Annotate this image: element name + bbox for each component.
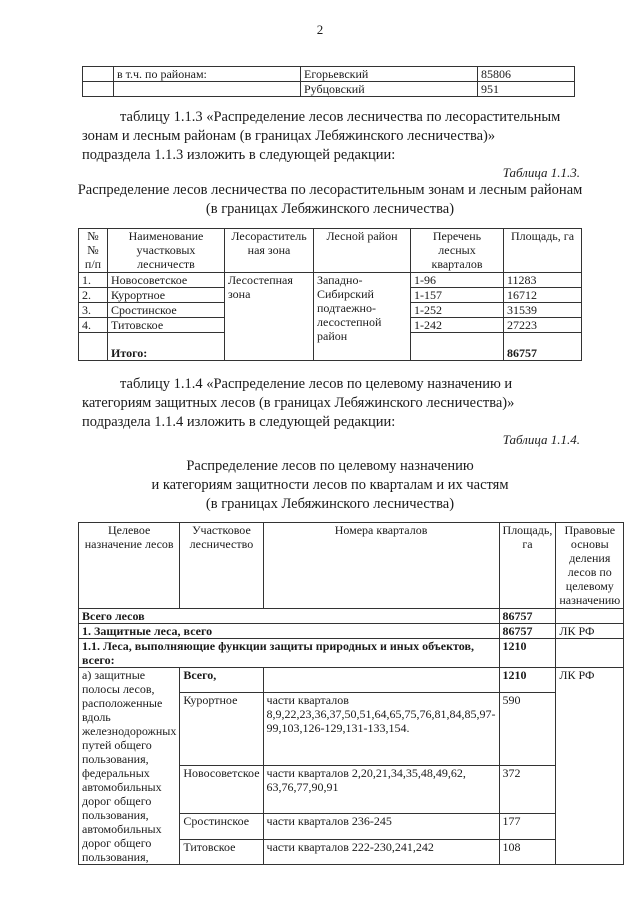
strip-forestry: Новосоветское: [180, 765, 263, 814]
row-name: Курортное: [108, 288, 225, 303]
table-114-title: [60, 457, 600, 514]
row-quarters: 1-242: [411, 318, 504, 333]
paragraph-2-line2: категориям защитных лесов (в границах Лебяжинского лесничества)»: [82, 395, 515, 411]
districts-table: [82, 66, 575, 97]
row-area: 31539: [504, 303, 582, 318]
row-area: 27223: [504, 318, 582, 333]
header-purpose: Целевое назначение лесов: [79, 523, 180, 609]
header-name: Наименование участковых лесничеств: [108, 229, 225, 273]
paragraph-2-line3: подраздела 1.1.4 изложить в следующей редакции:: [82, 414, 396, 430]
paragraph-2: [82, 375, 587, 432]
row-quarters: 1-96: [411, 273, 504, 288]
page-number: 2: [316, 22, 324, 37]
total-value: 86757: [504, 333, 582, 361]
districts-label: в т.ч. по районам:: [114, 67, 301, 82]
strip-quarters: части кварталов 222-230,241,242: [263, 839, 499, 864]
paragraph-1-line3: подраздела 1.1.3 изложить в следующей редакции:: [82, 147, 396, 163]
strip-forestry: Курортное: [180, 693, 263, 765]
zone-cell: Лесостепная зона: [225, 273, 314, 361]
all-forests-area: 86757: [499, 609, 556, 624]
header-region: Лесной район: [314, 229, 411, 273]
header-num: №№ п/п: [79, 229, 108, 273]
table-114-title-line1: Распределение лесов по целевому назначению: [186, 458, 474, 474]
district-name: Рубцовский: [301, 82, 478, 97]
empty-cell: [114, 82, 301, 97]
header-quarters: Номера кварталов: [263, 523, 499, 609]
strip-quarters: части кварталов 236-245: [263, 814, 499, 839]
empty-cell: [263, 668, 499, 693]
district-name: Егорьевский: [301, 67, 478, 82]
strip-area: 372: [499, 765, 556, 814]
row-name: Сростинское: [108, 303, 225, 318]
protective-label: 1. Защитные леса, всего: [79, 624, 500, 639]
total-label: Итого:: [108, 333, 225, 361]
paragraph-1-line2: зонам и лесным районам (в границах Лебяжинского лесничества)»: [82, 128, 496, 144]
district-value: 85806: [478, 67, 575, 82]
strip-forestry: Сростинское: [180, 814, 263, 839]
row-quarters: 1-252: [411, 303, 504, 318]
header-forestry: Участковое лесничество: [180, 523, 263, 609]
empty-cell: [411, 333, 504, 361]
strip-area: 177: [499, 814, 556, 839]
protective-area: 86757: [499, 624, 556, 639]
strip-quarters: части кварталов 8,9,22,23,36,37,50,51,64,65,75,76,81,84,85,97-99,103,126-129,131-133,154.: [263, 693, 499, 765]
table-113-title-line2: (в границах Лебяжинского лесничества): [205, 201, 455, 217]
strips-total-label: Всего,: [180, 668, 263, 693]
table-114: [78, 522, 624, 865]
strips-basis: ЛК РФ: [556, 668, 624, 865]
strips-total-area: 1210: [499, 668, 556, 693]
all-forests-label: Всего лесов: [79, 609, 500, 624]
header-quarters: Перечень лесных кварталов: [411, 229, 504, 273]
row-num: 2.: [79, 288, 108, 303]
natural-label: 1.1. Леса, выполняющие функции защиты природных и иных объектов, всего:: [79, 639, 500, 668]
row-quarters: 1-157: [411, 288, 504, 303]
strip-area: 108: [499, 839, 556, 864]
header-area: Площадь, га: [504, 229, 582, 273]
natural-area: 1210: [499, 639, 556, 668]
row-name: Новосоветское: [108, 273, 225, 288]
header-area: Площадь, га: [499, 523, 556, 609]
table-113-title: [60, 181, 600, 219]
row-num: 3.: [79, 303, 108, 318]
table-113-caption: Таблица 1.1.3.: [502, 165, 580, 180]
header-basis: Правовые основы деления лесов по целевому назначению: [556, 523, 624, 609]
strip-quarters: части кварталов 2,20,21,34,35,48,49,62, 63,76,77,90,91: [263, 765, 499, 814]
row-name: Титовское: [108, 318, 225, 333]
row-area: 16712: [504, 288, 582, 303]
header-zone: Лесораститель ная зона: [225, 229, 314, 273]
empty-cell: [556, 639, 624, 668]
empty-cell: [556, 609, 624, 624]
paragraph-1-line1: таблицу 1.1.3 «Распределение лесов лесничества по лесорастительным: [120, 109, 561, 125]
protective-basis: ЛК РФ: [556, 624, 624, 639]
empty-cell: [83, 82, 114, 97]
table-113: [78, 228, 582, 361]
row-num: 1.: [79, 273, 108, 288]
district-value: 951: [478, 82, 575, 97]
region-cell: Западно-Сибирский подтаежно-лесостепной район: [314, 273, 411, 361]
table-114-caption: Таблица 1.1.4.: [502, 432, 580, 447]
paragraph-1: [82, 108, 587, 165]
empty-cell: [79, 333, 108, 361]
row-area: 11283: [504, 273, 582, 288]
row-num: 4.: [79, 318, 108, 333]
strip-area: 590: [499, 693, 556, 765]
table-114-title-line2: и категориям защитности лесов по кварталам и их частям: [151, 477, 509, 493]
table-114-title-line3: (в границах Лебяжинского лесничества): [205, 496, 455, 512]
strip-forestry: Титовское: [180, 839, 263, 864]
empty-cell: [83, 67, 114, 82]
table-113-title-line1: Распределение лесов лесничества по лесорастительным зонам и лесным районам: [77, 182, 583, 198]
paragraph-2-line1: таблицу 1.1.4 «Распределение лесов по целевому назначению и: [120, 376, 513, 392]
strips-label: а) защитные полосы лесов, расположенные вдоль железнодорожных путей общего пользования, федеральных автомобильных дорог общего пользования, автомобильных дорог общего пользования,: [79, 668, 180, 865]
